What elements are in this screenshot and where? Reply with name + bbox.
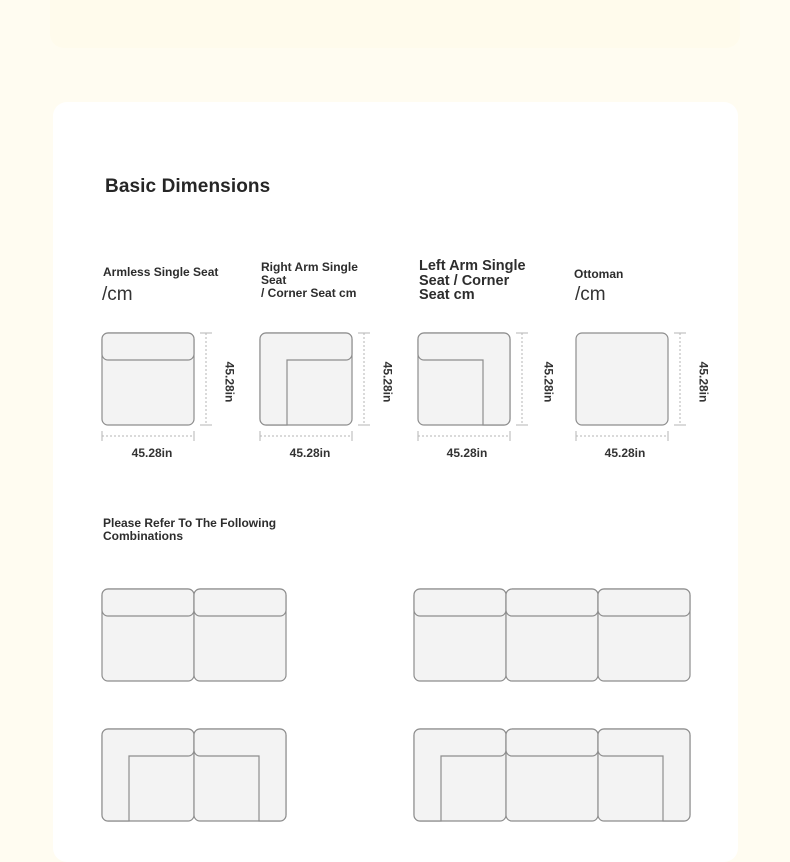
armless-height: 45.28in [222,361,237,403]
ottoman-width: 45.28in [604,446,646,460]
combo-armless-seat [414,589,506,681]
module-unit-ottoman: /cm [575,284,606,305]
top-banner-band [50,0,740,48]
right-arm-seat-diagram [258,330,378,440]
combo-armless-seat [598,589,690,681]
combo-armless-seat [506,729,598,821]
combinations-heading: Please Refer To The Following Combinations [103,516,277,543]
combination-loveseat [100,727,290,825]
module-label-ottoman: Ottoman [574,267,624,281]
combo-armless-seat [506,589,598,681]
right-arm-width: 45.28in [289,446,331,460]
ottoman-height: 45.28in [696,361,711,403]
combination-two-armless [100,587,290,685]
module-label-armless: Armless Single Seat [103,265,219,279]
combo-right-arm-seat [102,729,194,821]
module-label-left-arm: Left Arm Single Seat / Corner Seat cm [419,258,526,303]
ottoman-diagram [574,330,694,440]
combo-armless-seat [194,589,286,681]
right-arm-height: 45.28in [380,361,395,403]
module-unit-armless: /cm [102,284,133,305]
armless-seat-backrest [102,333,194,360]
module-label-right-arm: Right Arm Single Seat / Corner Seat cm [261,260,358,300]
armless-width: 45.28in [131,446,173,460]
left-arm-width: 45.28in [446,446,488,460]
left-arm-seat-diagram [416,330,536,440]
combo-left-arm-seat [598,729,690,821]
combo-right-arm-seat [414,729,506,821]
armless-seat-diagram [100,330,220,440]
combination-three-seater [412,727,692,825]
combo-armless-seat [102,589,194,681]
left-arm-height: 45.28in [541,361,556,403]
combo-left-arm-seat [194,729,286,821]
combination-three-armless [412,587,692,685]
ottoman-base [576,333,668,425]
section-title: Basic Dimensions [105,176,271,197]
